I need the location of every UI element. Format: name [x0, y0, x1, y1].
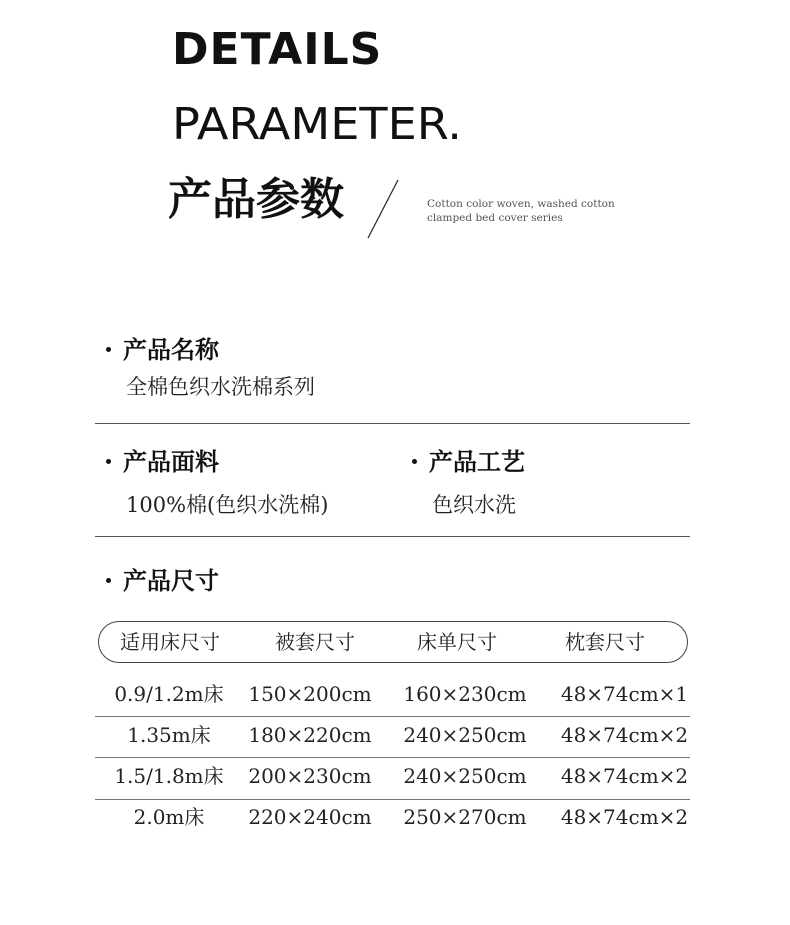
divider — [95, 536, 690, 537]
bullet-icon — [106, 347, 111, 352]
table-cell: 1.35m床 — [127, 723, 211, 747]
row-divider — [95, 757, 690, 758]
table-cell: 250×270cm — [403, 805, 527, 829]
table-cell: 48×74cm×2 — [560, 764, 689, 788]
product-process-label: 产品工艺 — [429, 448, 525, 476]
title-parameter: PARAMETER. — [172, 99, 462, 150]
table-cell: 150×200cm — [248, 682, 372, 706]
product-material-value: 100%棉(色织水洗棉) — [126, 493, 329, 517]
product-name-label: 产品名称 — [123, 336, 219, 364]
divider — [95, 423, 690, 424]
slash-divider-icon — [366, 178, 400, 240]
table-cell: 240×250cm — [403, 723, 527, 747]
product-name-value: 全棉色织水洗棉系列 — [126, 375, 315, 399]
table-cell: 48×74cm×2 — [560, 805, 689, 829]
column-header-pillowcase-size: 枕套尺寸 — [565, 630, 645, 654]
table-cell: 180×220cm — [248, 723, 372, 747]
product-process-heading — [412, 450, 525, 474]
column-header-sheet-size: 床单尺寸 — [417, 630, 497, 654]
table-cell: 240×250cm — [403, 764, 527, 788]
table-cell: 160×230cm — [403, 682, 527, 706]
title-details: DETAILS — [172, 24, 383, 75]
table-cell: 0.9/1.2m床 — [114, 682, 224, 706]
row-divider — [95, 716, 690, 717]
product-material-label: 产品面料 — [123, 448, 219, 476]
product-size-label: 产品尺寸 — [123, 567, 219, 595]
table-cell: 220×240cm — [248, 805, 372, 829]
table-cell: 2.0m床 — [133, 805, 205, 829]
tagline: Cotton color woven, washed cotton clamped bed cover series — [427, 198, 615, 224]
bullet-icon — [106, 459, 111, 464]
table-cell: 200×230cm — [248, 764, 372, 788]
table-cell: 48×74cm×2 — [560, 723, 689, 747]
table-cell: 48×74cm×1 — [560, 682, 689, 706]
column-header-duvet-size: 被套尺寸 — [275, 630, 355, 654]
product-name-heading — [106, 338, 219, 362]
column-header-bed-size: 适用床尺寸 — [120, 630, 220, 654]
product-material-heading — [106, 450, 219, 474]
table-cell: 1.5/1.8m床 — [114, 764, 224, 788]
bullet-icon — [106, 578, 111, 583]
bullet-icon — [412, 459, 417, 464]
product-process-value: 色织水洗 — [432, 493, 516, 517]
product-size-heading — [106, 569, 219, 593]
title-product-parameters: 产品参数 — [168, 174, 344, 225]
row-divider — [95, 799, 690, 800]
